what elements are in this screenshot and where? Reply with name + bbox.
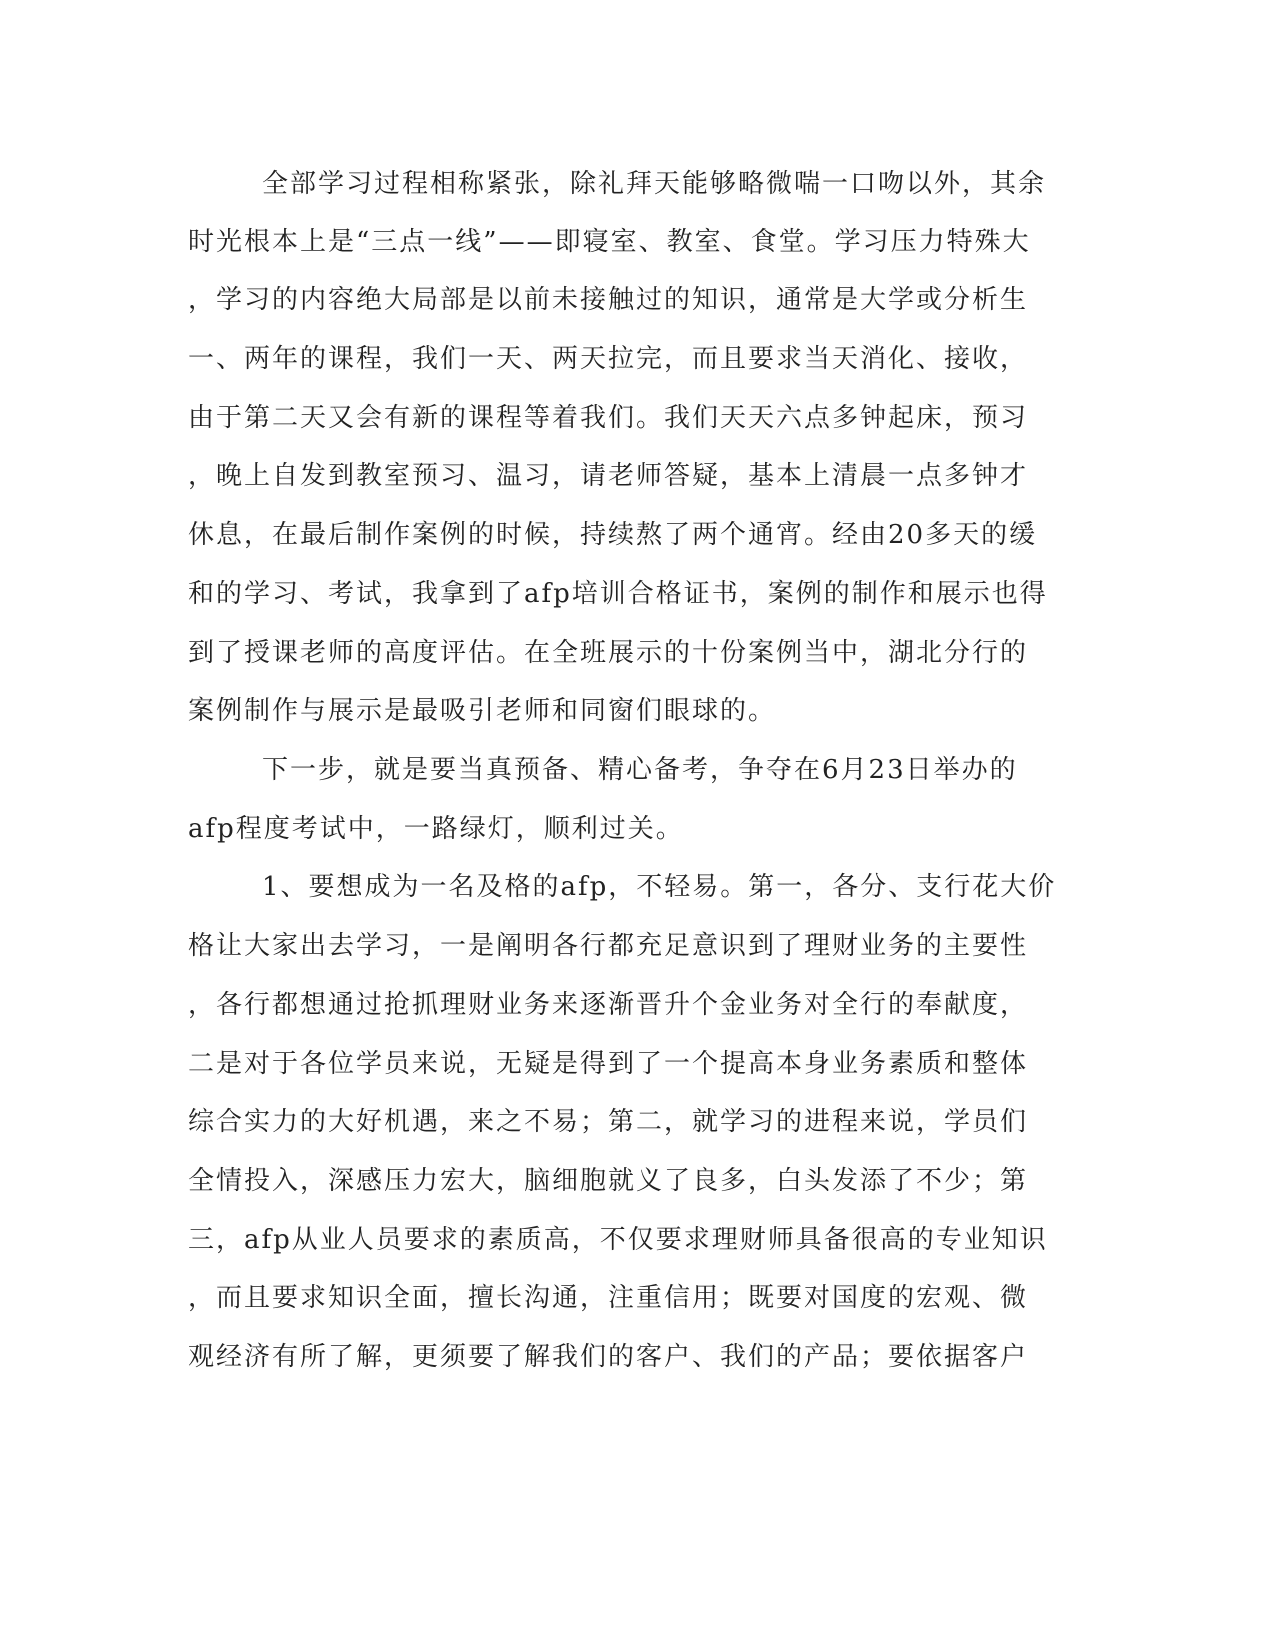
paragraph-line: 全部学习过程相称紧张，除礼拜天能够略微喘一口吻以外，其余 — [262, 169, 1047, 199]
paragraph-line: ，各行都想通过抢抓理财业务来逐渐晋升个金业务对全行的奉献度， — [188, 990, 1029, 1020]
paragraph-line: ，晚上自发到教室预习、温习，请老师答疑，基本上清晨一点多钟才 — [188, 461, 1029, 491]
paragraph-line: 观经济有所了解，更须要了解我们的客户、我们的产品；要依据客户 — [188, 1342, 1029, 1372]
paragraph-line: 和的学习、考试，我拿到了afp培训合格证书，案例的制作和展示也得 — [188, 579, 1048, 609]
paragraph-line: 三，afp从业人员要求的素质高，不仅要求理财师具备很高的专业知识 — [188, 1225, 1048, 1255]
paragraph-line: 下一步，就是要当真预备、精心备考，争夺在6月23日举办的 — [262, 755, 1018, 785]
paragraph-line: 一、两年的课程，我们一天、两天拉完，而且要求当天消化、接收， — [188, 344, 1029, 374]
paragraph-line: 格让大家出去学习，一是阐明各行都充足意识到了理财业务的主要性 — [188, 931, 1029, 961]
paragraph-line: 1、要想成为一名及格的afp，不轻易。第一，各分、支行花大价 — [262, 872, 1057, 902]
paragraph-line: 综合实力的大好机遇，来之不易；第二，就学习的进程来说，学员们 — [188, 1107, 1029, 1137]
paragraph-line: 案例制作与展示是最吸引老师和同窗们眼球的。 — [188, 696, 777, 726]
paragraph-line: ，而且要求知识全面，擅长沟通，注重信用；既要对国度的宏观、微 — [188, 1283, 1029, 1313]
paragraph-line: 由于第二天又会有新的课程等着我们。我们天天六点多钟起床，预习 — [188, 403, 1029, 433]
paragraph-line: 二是对于各位学员来说，无疑是得到了一个提高本身业务素质和整体 — [188, 1049, 1029, 1079]
paragraph-line: 全情投入，深感压力宏大，脑细胞就义了良多，白头发添了不少；第 — [188, 1166, 1029, 1196]
paragraph-line: 到了授课老师的高度评估。在全班展示的十份案例当中，湖北分行的 — [188, 638, 1029, 668]
paragraph-line: afp程度考试中，一路绿灯，顺利过关。 — [188, 814, 684, 844]
paragraph-line: 休息，在最后制作案例的时候，持续熬了两个通宵。经由20多天的缓 — [188, 520, 1038, 550]
paragraph-line: 时光根本上是“三点一线”——即寝室、教室、食堂。学习压力特殊大 — [188, 227, 1031, 257]
paragraph-line: ，学习的内容绝大局部是以前未接触过的知识，通常是大学或分析生 — [188, 285, 1029, 315]
